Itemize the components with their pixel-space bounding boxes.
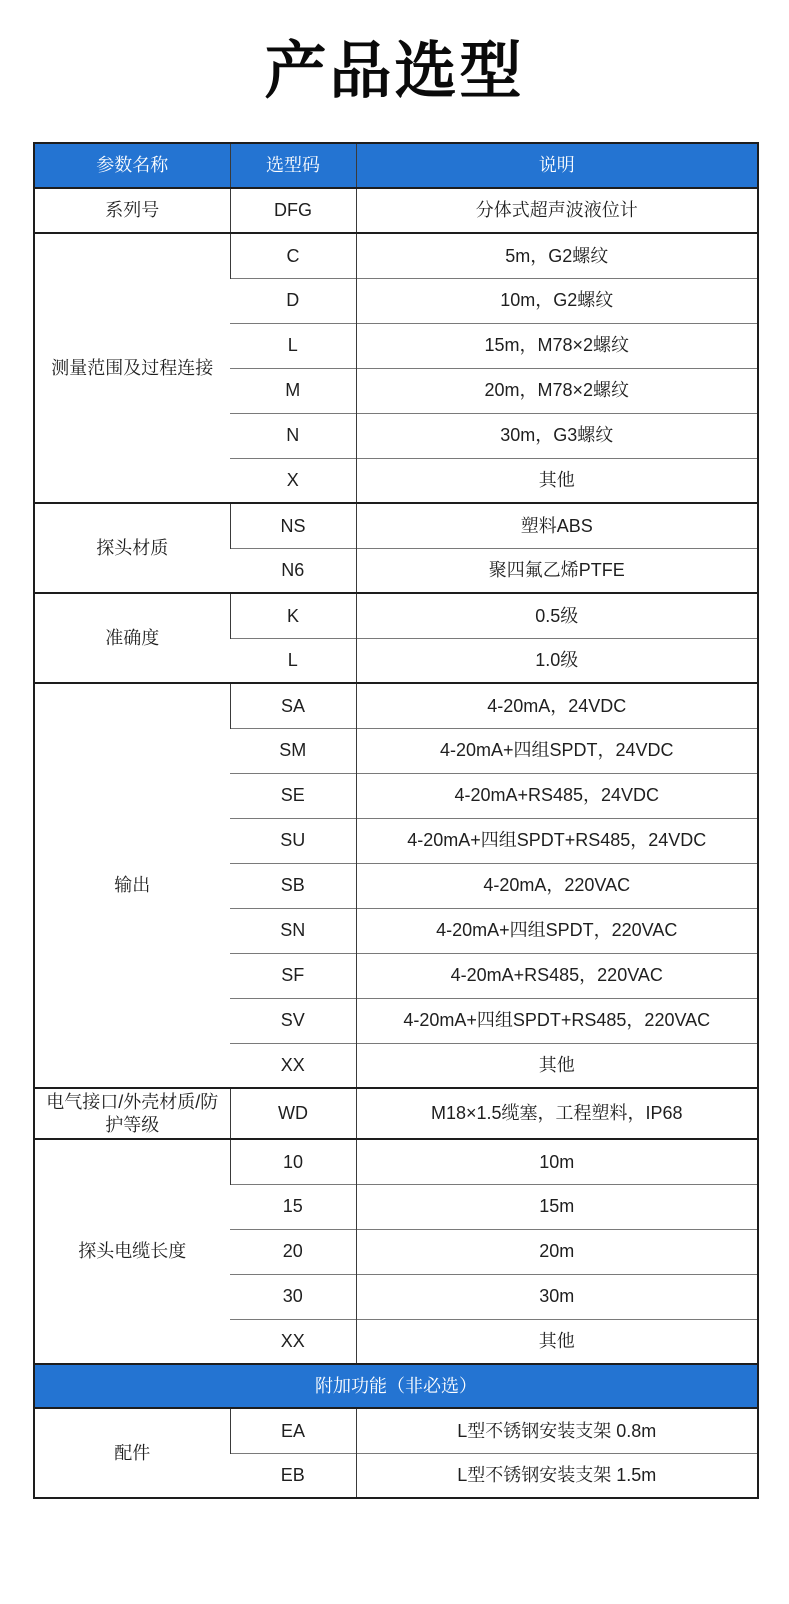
parameter-name-cell: 准确度 xyxy=(34,593,230,683)
selection-code-cell: N xyxy=(230,413,356,458)
table-row xyxy=(34,1139,758,1184)
description-cell: 15m xyxy=(356,1184,758,1229)
selection-code-cell: M xyxy=(230,368,356,413)
selection-code-cell: SA xyxy=(230,683,356,728)
parameter-name-cell: 测量范围及过程连接 xyxy=(34,233,230,503)
parameter-name-cell: 输出 xyxy=(34,683,230,1088)
selection-code-cell: WD xyxy=(230,1088,356,1139)
selection-code-cell: X xyxy=(230,458,356,503)
selection-code-cell: SE xyxy=(230,773,356,818)
selection-code-cell: SN xyxy=(230,908,356,953)
selection-code-cell: K xyxy=(230,593,356,638)
product-selection-table xyxy=(33,142,759,1499)
selection-code-cell: L xyxy=(230,638,356,683)
selection-code-cell: XX xyxy=(230,1319,356,1364)
description-cell: 1.0级 xyxy=(356,638,758,683)
description-cell: 4-20mA+RS485，24VDC xyxy=(356,773,758,818)
description-cell: 分体式超声波液位计 xyxy=(356,188,758,233)
table-row xyxy=(34,1408,758,1453)
description-cell: 4-20mA+四组SPDT+RS485，24VDC xyxy=(356,818,758,863)
description-cell: 塑料ABS xyxy=(356,503,758,548)
description-cell: 0.5级 xyxy=(356,593,758,638)
description-cell: 聚四氟乙烯PTFE xyxy=(356,548,758,593)
selection-code-cell: N6 xyxy=(230,548,356,593)
column-header-parameter-name: 参数名称 xyxy=(34,143,230,188)
parameter-name-cell: 电气接口/外壳材质/防护等级 xyxy=(34,1088,230,1139)
selection-code-cell: SV xyxy=(230,998,356,1043)
description-cell: 20m xyxy=(356,1229,758,1274)
table-row xyxy=(34,683,758,728)
table-row xyxy=(34,188,758,233)
description-cell: 其他 xyxy=(356,1043,758,1088)
parameter-name-cell: 探头电缆长度 xyxy=(34,1139,230,1364)
description-cell: 20m，M78×2螺纹 xyxy=(356,368,758,413)
parameter-name-cell: 系列号 xyxy=(34,188,230,233)
selection-code-cell: SF xyxy=(230,953,356,998)
description-cell: 4-20mA+四组SPDT，24VDC xyxy=(356,728,758,773)
banner-row xyxy=(34,1364,758,1408)
column-header-selection-code: 选型码 xyxy=(230,143,356,188)
selection-code-cell: SM xyxy=(230,728,356,773)
description-cell: 15m，M78×2螺纹 xyxy=(356,323,758,368)
selection-code-cell: 15 xyxy=(230,1184,356,1229)
description-cell: 其他 xyxy=(356,1319,758,1364)
selection-code-cell: 30 xyxy=(230,1274,356,1319)
description-cell: 4-20mA，220VAC xyxy=(356,863,758,908)
selection-code-cell: XX xyxy=(230,1043,356,1088)
description-cell: 30m xyxy=(356,1274,758,1319)
table-row xyxy=(34,1088,758,1139)
column-header-description: 说明 xyxy=(356,143,758,188)
description-cell: 4-20mA+四组SPDT，220VAC xyxy=(356,908,758,953)
description-cell: L型不锈钢安装支架 1.5m xyxy=(356,1453,758,1498)
description-cell: 4-20mA+RS485，220VAC xyxy=(356,953,758,998)
selection-code-cell: NS xyxy=(230,503,356,548)
table-body xyxy=(34,188,758,1498)
description-cell: L型不锈钢安装支架 0.8m xyxy=(356,1408,758,1453)
table-row xyxy=(34,503,758,548)
description-cell: 30m，G3螺纹 xyxy=(356,413,758,458)
description-cell: 4-20mA+四组SPDT+RS485，220VAC xyxy=(356,998,758,1043)
additional-functions-banner: 附加功能（非必选） xyxy=(34,1364,758,1408)
description-cell: 4-20mA，24VDC xyxy=(356,683,758,728)
page-title: 产品选型 xyxy=(264,37,525,106)
description-cell: 其他 xyxy=(356,458,758,503)
parameter-name-cell: 配件 xyxy=(34,1408,230,1498)
selection-code-cell: SU xyxy=(230,818,356,863)
selection-code-cell: C xyxy=(230,233,356,278)
table-header xyxy=(34,143,758,188)
selection-code-cell: SB xyxy=(230,863,356,908)
header-row xyxy=(34,143,758,188)
table-row xyxy=(34,233,758,278)
parameter-name-cell: 探头材质 xyxy=(34,503,230,593)
selection-code-cell: EB xyxy=(230,1453,356,1498)
description-cell: 10m xyxy=(356,1139,758,1184)
selection-code-cell: L xyxy=(230,323,356,368)
selection-code-cell: 20 xyxy=(230,1229,356,1274)
description-cell: 10m，G2螺纹 xyxy=(356,278,758,323)
description-cell: 5m，G2螺纹 xyxy=(356,233,758,278)
selection-code-cell: EA xyxy=(230,1408,356,1453)
selection-code-cell: D xyxy=(230,278,356,323)
table-row xyxy=(34,593,758,638)
selection-code-cell: 10 xyxy=(230,1139,356,1184)
description-cell: M18×1.5缆塞，工程塑料，IP68 xyxy=(356,1088,758,1139)
selection-code-cell: DFG xyxy=(230,188,356,233)
